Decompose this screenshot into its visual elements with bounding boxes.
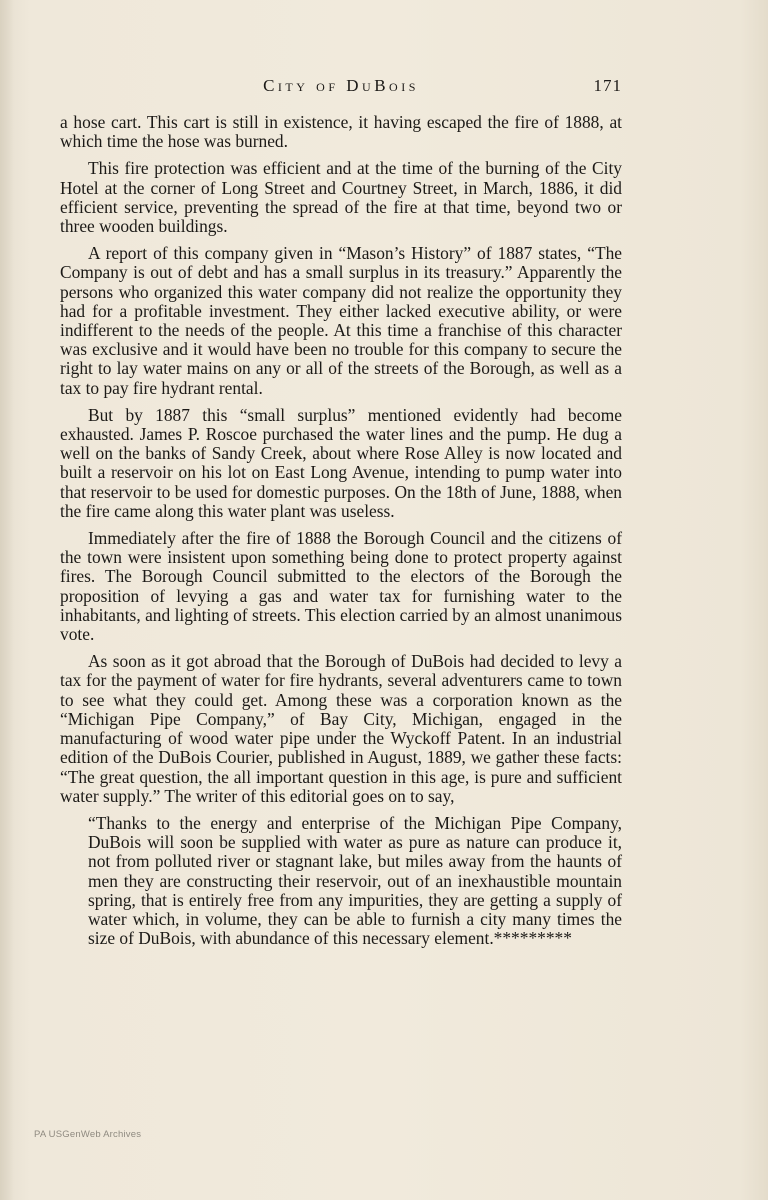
paragraph-5: Immediately after the fire of 1888 the Borough Council and the citizens of the town were insistent upon something being done to protect property against fires. The Borough Council submitted to the electors of the Borough the proposition of levying a gas and water tax for furnishing water to the inhabitants, and lighting of streets. This election carried by an almost unanimous vote. <box>60 528 622 645</box>
body-text <box>60 113 622 956</box>
paragraph-6: As soon as it got abroad that the Borough of DuBois had decided to levy a tax for the payment of water for fire hydrants, several adventurers came to town to see what they could get. Among these was a corporation known as the “Michigan Pipe Company,” of Bay City, Michigan, engaged in the manufacturing of wood water pipe under the Wyckoff Patent. In an industrial edition of the DuBois Courier, published in August, 1889, we gather these facts: “The great question, the all important question in this age, is pure and sufficient water supply.” The writer of this editorial goes on to say, <box>60 651 622 806</box>
paragraph-4: But by 1887 this “small surplus” mentioned evidently had become exhausted. James P. Roscoe purchased the water lines and the pump. He dug a well on the banks of Sandy Creek, about where Rose Alley is now located and built a reservoir on his lot on East Long Avenue, intending to pump water into that reservoir to be used for domestic purposes. On the 18th of June, 1888, when the fire came along this water plant was useless. <box>60 404 622 521</box>
paragraph-1: a hose cart. This cart is still in existence, it having escaped the fire of 1888, at which time the hose was burned. <box>60 112 622 152</box>
paragraph-3: A report of this company given in “Mason’s History” of 1887 states, “The Company is out of debt and has a small surplus in its treasury.” Apparently the persons who organized this water company did not realize the opportunity they had for a profitable investment. They either lacked executive ability, or were indifferent to the needs of the people. At this time a franchise of this character was exclusive and it would have been no trouble for this company to secure the right to lay water mains on any or all of the streets of the Borough, as well as a tax to pay fire hydrant rental. <box>60 243 622 398</box>
running-title: City of DuBois <box>263 76 419 95</box>
page-spine-shadow <box>0 0 14 1200</box>
block-quote: “Thanks to the energy and enterprise of the Michigan Pipe Company, DuBois will soon be supplied with water as pure as nature can produce it, not from polluted river or stagnant lake, but miles away from the haunts of men they are constructing their reservoir, out of an inexhaustible mountain spring, that is entirely free from any impurities, they are getting a supply of water which, in volume, they can be able to furnish a city many times the size of DuBois, with abundance of this necessary element.********* <box>88 812 622 949</box>
page-header <box>60 76 622 100</box>
paragraph-2: This fire protection was efficient and at the time of the burning of the City Hotel at the corner of Long Street and Courtney Street, in March, 1886, it did efficient service, preventing the spread of the fire at that time, beyond two or three wooden buildings. <box>60 158 622 237</box>
archive-watermark: PA USGenWeb Archives <box>34 1129 142 1140</box>
page-number: 171 <box>593 76 622 95</box>
